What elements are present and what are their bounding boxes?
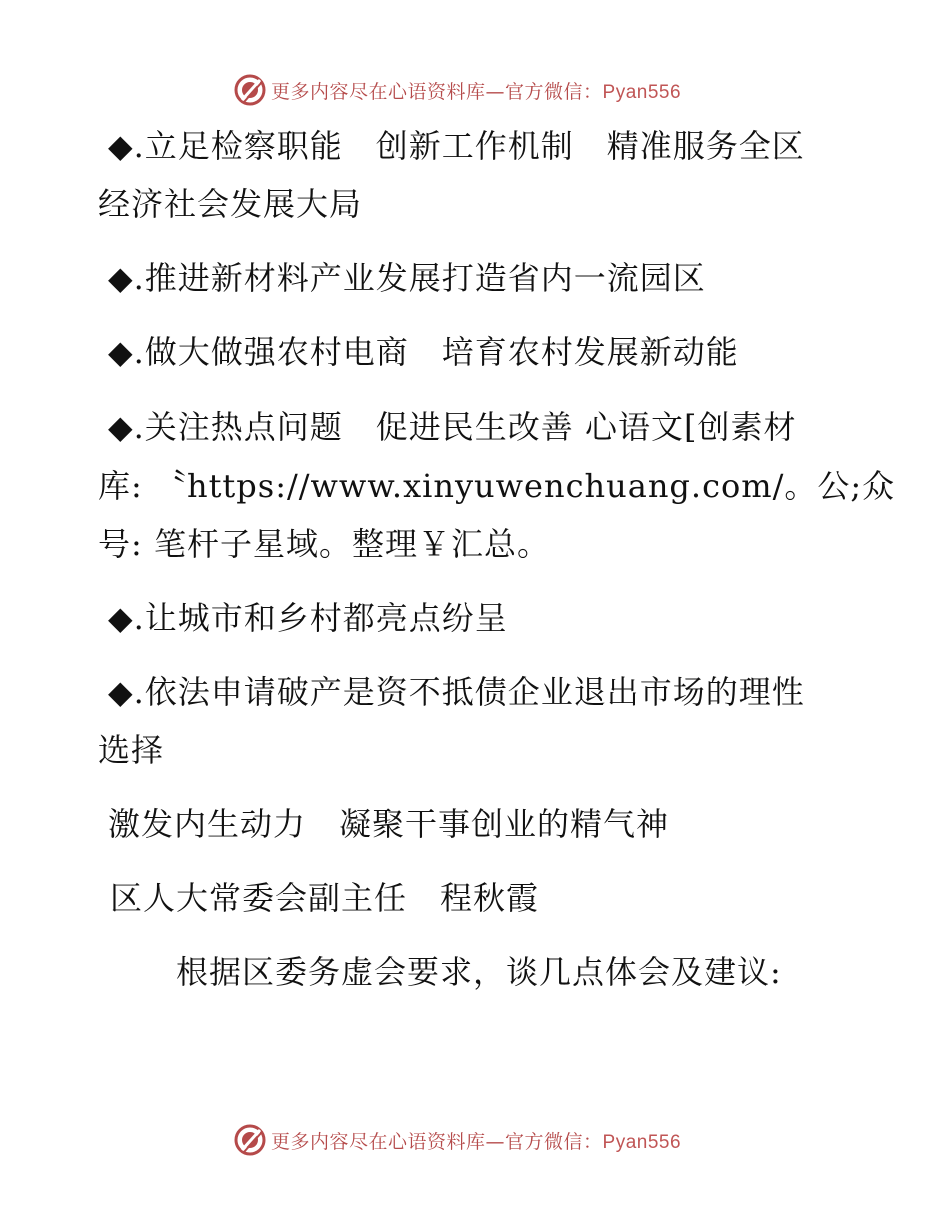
text-line-1: ◆.立足检察职能 创新工作机制 精准服务全区 [108, 127, 805, 165]
text-line-3: ◆.推进新材料产业发展打造省内一流园区 [108, 259, 706, 297]
text-line-9: ◆.依法申请破产是资不抵债企业退出市场的理性 [108, 673, 805, 711]
text-line-2: 经济社会发展大局 [98, 185, 363, 223]
watermark-text: 更多内容尽在心语资料库—官方微信：Pyan556 [271, 80, 682, 103]
paragraph-intro: 根据区委务虚会要求，谈几点体会及建议: [176, 953, 782, 991]
watermark-text: 更多内容尽在心语资料库—官方微信：Pyan556 [271, 1130, 682, 1153]
header-watermark [233, 72, 681, 108]
seal-logo-icon [233, 73, 267, 107]
text-line-8: ◆.让城市和乡村都亮点纷呈 [108, 599, 508, 637]
footer-watermark [233, 1122, 681, 1158]
section-heading: 激发内生动力 凝聚干事创业的精气神 [108, 805, 670, 843]
text-line-7: 号: 笔杆子星域。整理￥汇总。 [98, 525, 550, 563]
text-line-6: 库: 〝https://www.xinyuwenchuang.com/。公;众 [98, 467, 896, 505]
author-line: 区人大常委会副主任 程秋霞 [110, 879, 540, 917]
text-line-5: ◆.关注热点问题 促进民生改善 心语文[创素材 [108, 408, 797, 446]
seal-logo-icon [233, 1123, 267, 1157]
text-line-10: 选择 [98, 731, 165, 769]
text-line-4: ◆.做大做强农村电商 培育农村发展新动能 [108, 333, 739, 371]
